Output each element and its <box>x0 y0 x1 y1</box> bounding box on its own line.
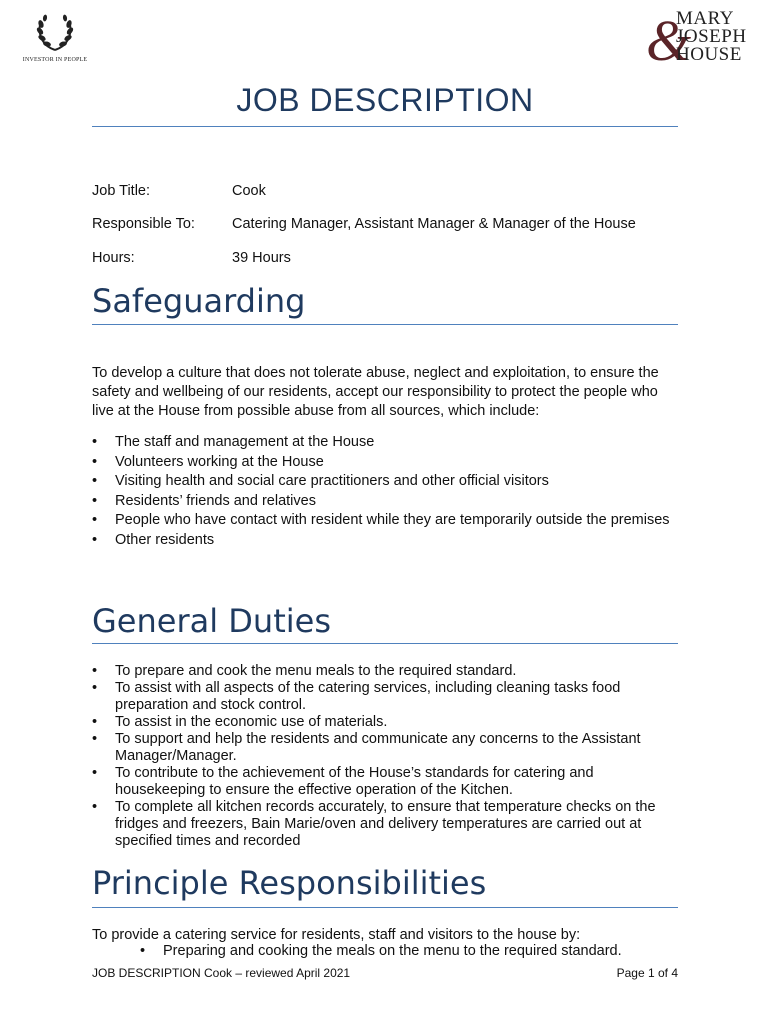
general-duties-heading: General Duties <box>92 602 331 640</box>
general-duties-list <box>92 663 678 850</box>
document-title: JOB DESCRIPTION <box>236 82 534 118</box>
logo-ampersand: & <box>646 8 692 73</box>
job-title-value: Cook <box>232 183 266 199</box>
safeguarding-rule <box>92 324 678 325</box>
responsible-to-label: Responsible To: <box>92 216 195 232</box>
responsible-to-value: Catering Manager, Assistant Manager & Manager of the House <box>232 216 636 232</box>
safeguarding-intro: To develop a culture that does not tolerate abuse, neglect and exploitation, to ensure the safety and wellbeing of our residents, accept our responsibility to protect the people who live at the House from possible abuse from all sources, which include: <box>92 365 659 419</box>
list-item: • Other residents <box>92 531 678 551</box>
list-item: • The staff and management at the House <box>92 433 678 453</box>
laurel-wreath-icon <box>33 10 77 54</box>
list-item: • To contribute to the achievement of the House’s standards for catering and housekeeping to ensure the effective operation of the Kitchen. <box>92 765 678 799</box>
mary-joseph-house-logo <box>646 10 764 72</box>
safeguarding-list <box>92 433 678 550</box>
footer-page-number: Page 1 of 4 <box>616 966 678 980</box>
logo-word-joseph: JOSEPH <box>676 26 747 47</box>
investors-in-people-logo <box>10 10 100 70</box>
list-item: • People who have contact with resident while they are temporarily outside the premises <box>92 511 678 531</box>
principle-list <box>140 943 678 960</box>
job-title-label: Job Title: <box>92 183 151 199</box>
iip-logo-text: INVESTOR IN PEOPLE <box>22 57 88 63</box>
list-item: • To support and help the residents and communicate any concerns to the Assistant Manager/Manager. <box>92 731 678 765</box>
list-item: • To complete all kitchen records accurately, to ensure that temperature checks on the fridges and freezers, Bain Marie/oven and delivery temperatures are carried out at specified times and recorded <box>92 799 678 850</box>
principle-responsibilities-heading: Principle Responsibilities <box>92 864 487 902</box>
list-item: • Preparing and cooking the meals on the menu to the required standard. <box>140 943 678 960</box>
list-item: • Volunteers working at the House <box>92 453 678 473</box>
title-rule <box>92 126 678 127</box>
list-item: • To assist with all aspects of the catering services, including cleaning tasks food preparation and stock control. <box>92 680 678 714</box>
logo-word-mary: MARY <box>676 8 734 29</box>
footer-document-info: JOB DESCRIPTION Cook – reviewed April 2021 <box>92 966 351 980</box>
general-duties-rule <box>92 643 678 644</box>
list-item: • Visiting health and social care practitioners and other official visitors <box>92 472 678 492</box>
logo-word-house: HOUSE <box>676 44 742 65</box>
safeguarding-heading: Safeguarding <box>92 282 306 320</box>
principle-intro: To provide a catering service for residents, staff and visitors to the house by: <box>92 927 581 943</box>
hours-value: 39 Hours <box>232 250 291 266</box>
list-item: • To assist in the economic use of materials. <box>92 714 678 731</box>
list-item: • Residents’ friends and relatives <box>92 492 678 512</box>
list-item: • To prepare and cook the menu meals to the required standard. <box>92 663 678 680</box>
principle-rule <box>92 907 678 908</box>
hours-label: Hours: <box>92 250 135 266</box>
logo-wordmark <box>676 10 747 64</box>
